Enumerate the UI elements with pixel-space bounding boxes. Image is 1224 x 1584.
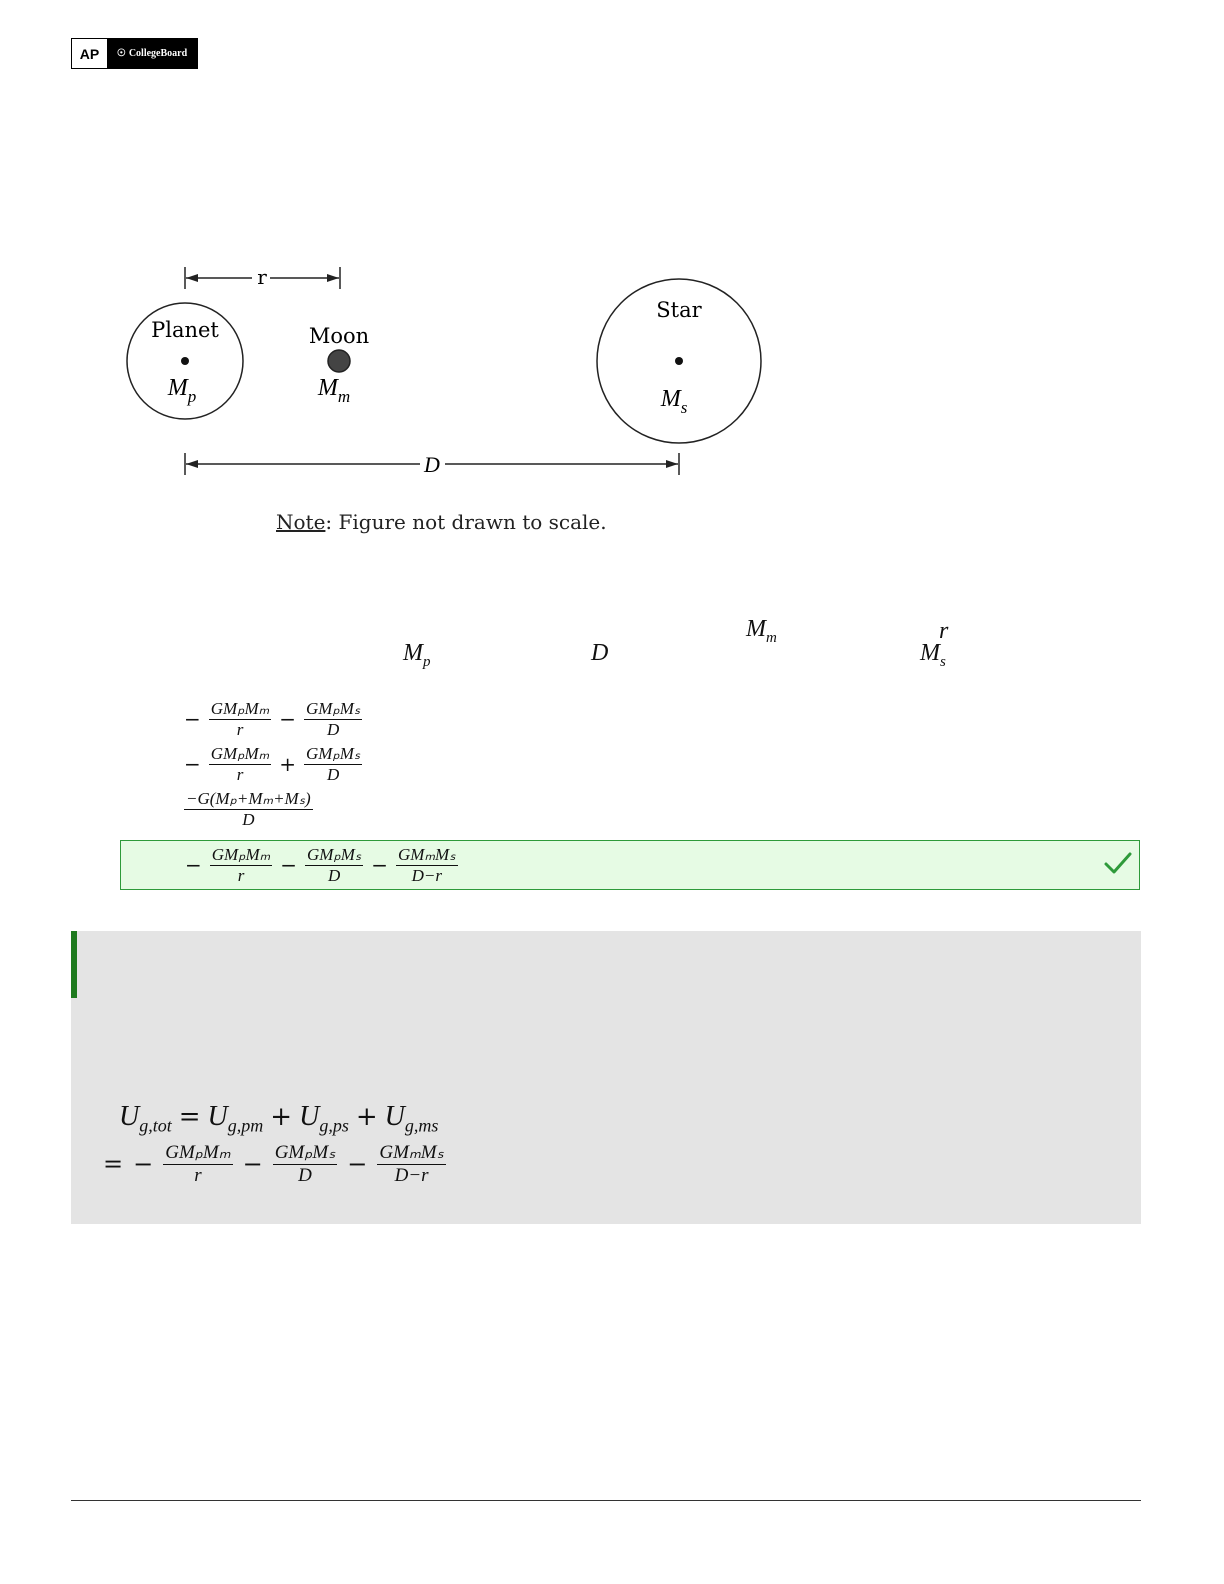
minus-sign: − — [133, 1150, 154, 1179]
choice-c-expression — [184, 786, 313, 832]
fraction: $\frac{\text{GMₚMₛ}}{D}$ — [274, 1142, 336, 1186]
moon-circle — [328, 350, 350, 372]
fraction: $\frac{\text{GMₘMₛ}}{D-r}$ — [398, 844, 456, 885]
equals-sign: = — [103, 1150, 124, 1179]
ap-logo-text: AP — [72, 39, 107, 68]
acorn-icon: ☉ — [116, 48, 126, 59]
expanded-energy-equation — [103, 1143, 446, 1186]
choice-a-expression — [184, 696, 362, 742]
collegeboard-logo-text: CollegeBoard — [128, 48, 188, 59]
answer-choice-b[interactable] — [120, 741, 1140, 787]
answer-choice-c[interactable] — [120, 786, 1140, 832]
minus-sign: − — [184, 752, 201, 776]
note-prefix: Note — [276, 510, 326, 534]
planet-label: Planet — [151, 318, 219, 342]
fraction: $\frac{\text{GMₚMₘ}}{r}$ — [165, 1142, 231, 1186]
check-icon — [1103, 849, 1133, 877]
planet-center — [181, 357, 189, 365]
D-label: D — [424, 452, 440, 477]
panel-accent-bar — [71, 931, 77, 998]
note-text: : Figure not drawn to scale. — [325, 510, 607, 534]
ap-collegeboard-logo — [71, 38, 198, 69]
stem-var-Mp: $M_p$ — [403, 640, 431, 670]
explanation-panel — [71, 931, 1141, 1224]
r-dimension — [185, 265, 340, 289]
fraction: $\frac{\text{−G(Mₚ+Mₘ+Mₛ)}}{D}$ — [186, 788, 311, 829]
stem-var-Ms: $M_s$ — [920, 640, 946, 670]
operator: − — [280, 853, 298, 877]
fraction: $\frac{\text{GMₚMₘ}}{r}$ — [210, 743, 270, 784]
fraction: $\frac{\text{GMₚMₛ}}{D}$ — [306, 743, 361, 784]
r-label: r — [257, 265, 267, 289]
fraction: $\frac{\text{GMₘMₛ}}{D-r}$ — [379, 1142, 444, 1186]
answer-choice-a[interactable] — [120, 696, 1140, 742]
fraction: $\frac{\text{GMₚMₘ}}{r}$ — [210, 698, 270, 739]
fraction: $\frac{\text{GMₚMₘ}}{r}$ — [211, 844, 271, 885]
choice-d-expression — [185, 841, 458, 889]
star-label: Star — [656, 298, 702, 322]
operator: − — [242, 1150, 263, 1179]
planet-mass-label: $M_p$ — [167, 375, 197, 406]
total-energy-equation: $U_{g,tot} = U_{g,pm} + U_{g,ps} + U_{g,ms}$ — [119, 1101, 439, 1136]
star-mass-label: $M_s$ — [660, 386, 688, 417]
stem-var-D: D — [591, 640, 609, 666]
moon-mass-label: $M_m$ — [317, 375, 351, 406]
choice-b-expression — [184, 741, 362, 787]
stem-var-r: r — [939, 618, 949, 644]
fraction: $\frac{\text{GMₚMₛ}}{D}$ — [306, 698, 361, 739]
D-dimension — [185, 452, 679, 477]
star-center — [675, 357, 683, 365]
moon-label: Moon — [308, 324, 370, 348]
stem-var-Mm: $M_m$ — [746, 616, 777, 646]
minus-sign: − — [185, 853, 202, 877]
operator: + — [279, 752, 297, 776]
figure-note — [276, 510, 607, 534]
answer-choice-d-correct[interactable] — [120, 840, 1140, 890]
operator: − — [279, 707, 297, 731]
collegeboard-logo — [107, 39, 197, 68]
footer-divider — [71, 1500, 1141, 1501]
fraction: $\frac{\text{GMₚMₛ}}{D}$ — [307, 844, 362, 885]
minus-sign: − — [184, 707, 201, 731]
operator: − — [347, 1150, 368, 1179]
operator: − — [371, 853, 389, 877]
